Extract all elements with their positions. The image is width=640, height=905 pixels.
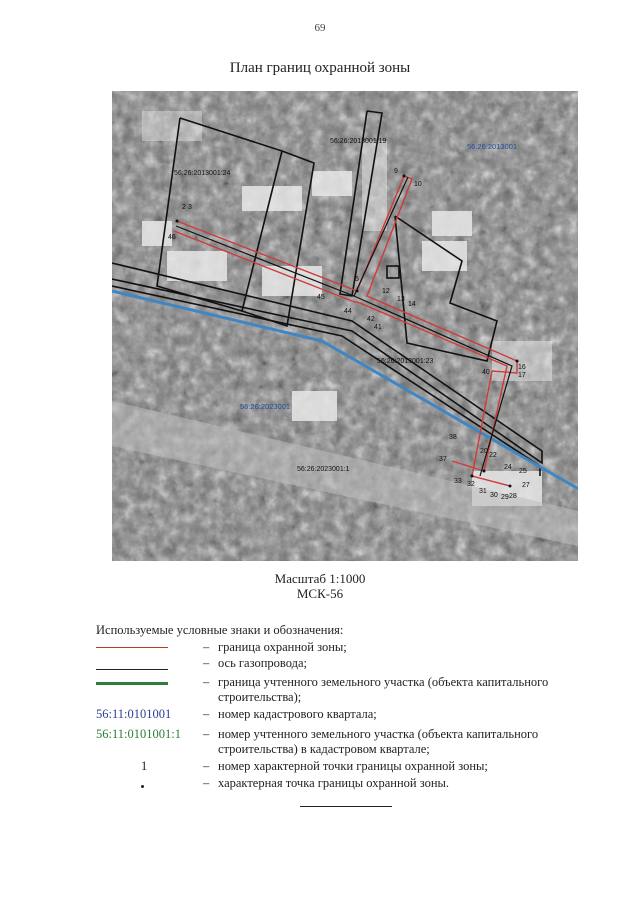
point-label: 38 xyxy=(449,434,457,441)
legend-item: 56:11:0101001 – номер кадастрового квартала; xyxy=(96,707,576,727)
point-label: 10 xyxy=(414,181,422,188)
point-label: 22 xyxy=(489,452,497,459)
point-dot-symbol xyxy=(141,785,144,788)
legend-description: граница учтенного земельного участка (объекта капитального строительства); xyxy=(218,675,549,704)
point-number-sample: 1 xyxy=(141,759,148,773)
quarter-label: 56:26:2013001 xyxy=(467,142,518,151)
parcel-label: 56:26:2013001:19 xyxy=(330,138,387,145)
point-label: 42 xyxy=(367,316,375,323)
black-line-symbol xyxy=(96,669,168,670)
legend-item: – ось газопровода; xyxy=(96,656,576,676)
legend-item: 56:11:0101001:1 – номер учтенного земельного участка (объекта капитального строительства) в кадастровом квартале; xyxy=(96,727,576,761)
plan-title: План границ охранной зоны xyxy=(229,60,411,76)
point-label: 40 xyxy=(482,369,490,376)
cadastral-map xyxy=(112,91,578,561)
legend-description: характерная точка границы охранной зоны. xyxy=(218,776,450,790)
point-label: 12 xyxy=(382,288,390,295)
point-label: 24 xyxy=(504,464,512,471)
point-label: 37 xyxy=(439,456,447,463)
green-line-symbol xyxy=(96,682,168,685)
point-label: 3 xyxy=(188,204,192,211)
point-label: 14 xyxy=(408,301,416,308)
legend-description: граница охранной зоны; xyxy=(218,640,347,654)
zone-point xyxy=(471,475,474,478)
point-label: 25 xyxy=(519,468,527,475)
page-number: 69 xyxy=(314,22,326,34)
legend-description: номер учтенного земельного участка (объекта капитального строительства) в кадастровом квартале; xyxy=(218,727,539,756)
point-label: 32 xyxy=(467,481,475,488)
parcel-label: 56:26:2013001:24 xyxy=(174,170,231,177)
point-label: 27 xyxy=(522,482,530,489)
legend-description: номер кадастрового квартала; xyxy=(218,707,377,721)
red-line-symbol xyxy=(96,647,168,648)
parcel-code-sample: 56:11:0101001:1 xyxy=(96,727,181,741)
point-label: 29 xyxy=(501,494,509,501)
point-label: 33 xyxy=(454,478,462,485)
point-label: 20 xyxy=(480,448,488,455)
zone-point xyxy=(403,175,406,178)
legend-item: 1 – номер характерной точки границы охранной зоны; xyxy=(96,759,576,779)
point-label: 45 xyxy=(317,294,325,301)
map-scale: Масштаб 1:1000 xyxy=(274,571,366,586)
point-label: 17 xyxy=(518,372,526,379)
legend-heading: Используемые условные знаки и обозначения: xyxy=(96,623,344,637)
zone-point xyxy=(516,360,519,363)
point-label: 41 xyxy=(374,324,382,331)
point-label: 44 xyxy=(344,308,352,315)
zone-point xyxy=(483,470,486,473)
point-label: 28 xyxy=(509,493,517,500)
legend-description: ось газопровода; xyxy=(218,656,308,670)
point-label: 2 xyxy=(182,204,186,211)
zone-point xyxy=(509,485,512,488)
quarter-code-sample: 56:11:0101001 xyxy=(96,707,172,721)
zone-point xyxy=(176,220,179,223)
parcel-label: 56:26:2013001:23 xyxy=(377,358,434,365)
coordinate-system: МСК-56 xyxy=(296,586,344,601)
zone-point xyxy=(356,290,359,293)
point-label: 30 xyxy=(490,492,498,499)
legend-item: – граница учтенного земельного участка (объекта капитального строительства); xyxy=(96,675,576,709)
legend-item: – характерная точка границы охранной зоны. xyxy=(96,776,576,796)
point-label: 5 xyxy=(355,276,359,283)
point-label: 13 xyxy=(397,296,405,303)
legend-description: номер характерной точки границы охранной зоны; xyxy=(218,759,488,773)
point-label: 31 xyxy=(479,488,487,495)
point-label: 46 xyxy=(168,234,176,241)
parcel-label: 56:26:2023001:1 xyxy=(297,466,350,473)
point-label: 9 xyxy=(394,168,398,175)
point-label: 16 xyxy=(518,364,526,371)
legend-item: – граница охранной зоны; xyxy=(96,640,576,660)
quarter-label: 56:26:2023001 xyxy=(240,402,291,411)
footer-rule xyxy=(300,806,392,807)
